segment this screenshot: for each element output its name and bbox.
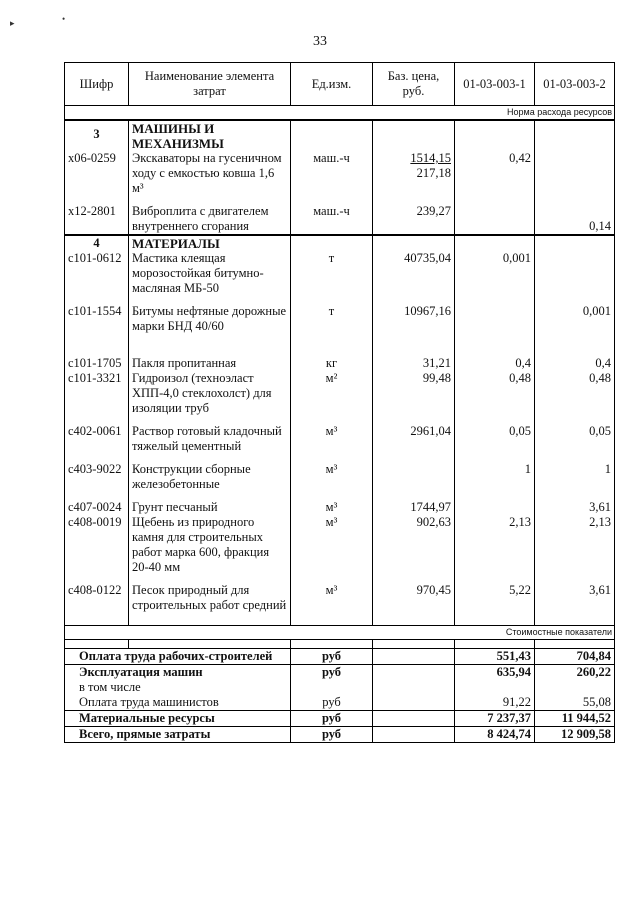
row-code: с408-0122: [65, 583, 129, 613]
row-code: с408-0019: [65, 515, 129, 575]
row-unit: кг: [291, 356, 373, 371]
table-row: [65, 356, 615, 371]
row-price: 40735,04: [373, 251, 455, 296]
table-row: [65, 424, 615, 454]
row-value-1: [455, 204, 535, 235]
total-value-1: 551,43: [455, 648, 535, 664]
row-price: 99,48: [373, 371, 455, 416]
row-value-1: 1: [455, 462, 535, 492]
row-name: Конструкции сборные железобетонные: [129, 462, 291, 492]
total-value-1: 8 424,74: [455, 726, 535, 742]
totals-row: [65, 664, 615, 680]
row-name: Раствор готовый кладочный тяжелый цементный: [129, 424, 291, 454]
section-title: МАТЕРИАЛЫ: [129, 235, 291, 251]
row-unit: м³: [291, 500, 373, 515]
total-label: Эксплуатация машин: [65, 664, 291, 680]
row-value-2: 0,4: [535, 356, 615, 371]
row-code: с101-0612: [65, 251, 129, 296]
section-number: 3: [65, 120, 129, 151]
header-col2: 01-03-003-2: [535, 63, 615, 106]
header-price: Баз. цена, руб.: [373, 63, 455, 106]
row-unit: м³: [291, 515, 373, 575]
section-materials-head: [65, 235, 615, 251]
row-value-2: 0,48: [535, 371, 615, 416]
table-header-row: [65, 63, 615, 106]
total-value-2: 11 944,52: [535, 710, 615, 726]
row-value-2: 0,05: [535, 424, 615, 454]
row-price: 970,45: [373, 583, 455, 613]
section-number: 4: [65, 235, 129, 251]
section-machines-head: [65, 120, 615, 151]
row-price: 1744,97: [373, 500, 455, 515]
totals-row: [65, 695, 615, 711]
total-value-1: 91,22: [455, 695, 535, 711]
row-code: с403-9022: [65, 462, 129, 492]
table-row: [65, 204, 615, 235]
norm-band-label: Норма расхода ресурсов: [65, 106, 615, 121]
table-row: [65, 304, 615, 334]
row-value-1: 0,48: [455, 371, 535, 416]
totals-row: [65, 648, 615, 664]
row-unit: м²: [291, 371, 373, 416]
row-name: Грунт песчаный: [129, 500, 291, 515]
row-value-1: [455, 304, 535, 334]
row-unit: м³: [291, 583, 373, 613]
row-name: Гидроизол (техноэласт ХПП-4,0 стеклохолст) для изоляции труб: [129, 371, 291, 416]
row-value-1: 5,22: [455, 583, 535, 613]
table-row: [65, 462, 615, 492]
table-row: [65, 583, 615, 613]
row-code: с101-3321: [65, 371, 129, 416]
row-value-1: [455, 500, 535, 515]
total-value-2: 55,08: [535, 695, 615, 711]
row-value-1: 0,42: [455, 151, 535, 196]
row-value-2: 1: [535, 462, 615, 492]
row-price: 2961,04: [373, 424, 455, 454]
row-unit: т: [291, 304, 373, 334]
header-unit: Ед.изм.: [291, 63, 373, 106]
row-value-2: [535, 151, 615, 196]
row-name: Битумы нефтяные дорожные марки БНД 40/60: [129, 304, 291, 334]
total-unit: руб: [291, 648, 373, 664]
row-value-2: 3,61: [535, 583, 615, 613]
total-label: Всего, прямые затраты: [65, 726, 291, 742]
total-value-1: [455, 680, 535, 695]
table-row: [65, 371, 615, 416]
row-name: Щебень из природного камня для строительных работ марка 600, фракция 20-40 мм: [129, 515, 291, 575]
total-label: Оплата труда рабочих-строителей: [65, 648, 291, 664]
row-value-2: 0,14: [535, 204, 615, 235]
header-col1: 01-03-003-1: [455, 63, 535, 106]
row-code: с101-1554: [65, 304, 129, 334]
row-price: 1514,15: [410, 151, 451, 165]
total-value-2: 260,22: [535, 664, 615, 680]
row-value-2: 3,61: [535, 500, 615, 515]
row-price: [373, 462, 455, 492]
row-code: х12-2801: [65, 204, 129, 235]
total-value-2: 704,84: [535, 648, 615, 664]
totals-row: [65, 710, 615, 726]
row-unit: м³: [291, 424, 373, 454]
row-price: 902,63: [373, 515, 455, 575]
total-unit: руб: [291, 726, 373, 742]
row-unit: маш.-ч: [291, 151, 373, 196]
header-name: Наименование элемента затрат: [129, 63, 291, 106]
row-code: с101-1705: [65, 356, 129, 371]
row-name: Пакля пропитанная: [129, 356, 291, 371]
total-label: Материальные ресурсы: [65, 710, 291, 726]
scan-mark-left: ▸: [10, 18, 15, 28]
scan-mark-dot: •: [62, 14, 66, 24]
total-unit: руб: [291, 710, 373, 726]
totals-row: [65, 680, 615, 695]
row-value-2: [535, 251, 615, 296]
row-unit: маш.-ч: [291, 204, 373, 235]
row-name: Песок природный для строительных работ средний: [129, 583, 291, 613]
row-name: Виброплита с двигателем внутреннего сгорания: [129, 204, 291, 235]
total-unit: руб: [291, 664, 373, 680]
row-price: 239,27: [373, 204, 455, 235]
total-value-2: 12 909,58: [535, 726, 615, 742]
cost-band-label: Стоимостные показатели: [65, 625, 615, 639]
table-row: [65, 500, 615, 515]
total-unit: [291, 680, 373, 695]
page-number: 33: [313, 34, 327, 49]
row-price: 10967,16: [373, 304, 455, 334]
row-value-1: 0,4: [455, 356, 535, 371]
row-value-2: 0,001: [535, 304, 615, 334]
header-code: Шифр: [65, 63, 129, 106]
norm-band-row: [65, 106, 615, 121]
row-value-1: 2,13: [455, 515, 535, 575]
row-unit: т: [291, 251, 373, 296]
resource-norm-table: [64, 62, 615, 743]
row-code: с402-0061: [65, 424, 129, 454]
total-value-1: 635,94: [455, 664, 535, 680]
row-name: Экскаваторы на гусеничном ходу с емкостью ковша 1,6 м³: [129, 151, 291, 196]
row-code: х06-0259: [65, 151, 129, 196]
table-row: [65, 251, 615, 296]
table-row: [65, 151, 615, 196]
total-value-1: 7 237,37: [455, 710, 535, 726]
totals-row: [65, 726, 615, 742]
row-unit: м³: [291, 462, 373, 492]
total-label: Оплата труда машинистов: [65, 695, 291, 711]
section-title: МАШИНЫ И МЕХАНИЗМЫ: [129, 120, 291, 151]
row-value-1: 0,05: [455, 424, 535, 454]
row-price: 31,21: [373, 356, 455, 371]
total-label: в том числе: [65, 680, 291, 695]
row-value-2: 2,13: [535, 515, 615, 575]
cost-band-row: [65, 625, 615, 639]
row-name: Мастика клеящая морозостойкая битумно-масляная МБ-50: [129, 251, 291, 296]
row-price-cell: [373, 151, 455, 196]
table-row: [65, 515, 615, 575]
row-value-1: 0,001: [455, 251, 535, 296]
total-value-2: [535, 680, 615, 695]
total-unit: руб: [291, 695, 373, 711]
row-code: с407-0024: [65, 500, 129, 515]
row-price-labor: 217,18: [416, 166, 451, 180]
